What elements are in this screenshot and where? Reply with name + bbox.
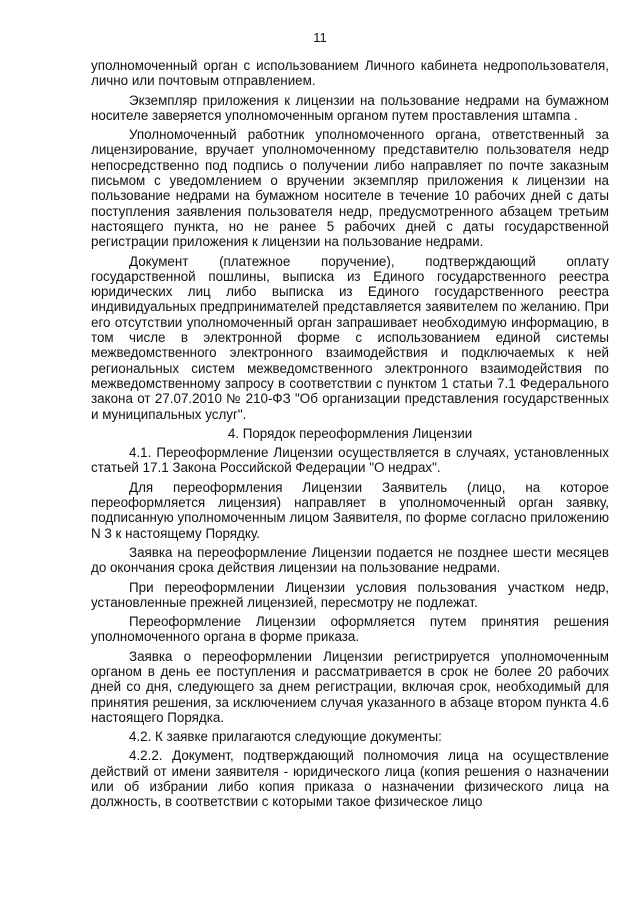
paragraph-continuation: уполномоченный орган с использованием Личного кабинета недропользователя, лично или почтовым отправлением. [91,58,609,89]
paragraph-delivery: Уполномоченный работник уполномоченного органа, ответственный за лицензирование, вручает уполномоченному представителю пользователя недр непосредственно под подпись о получении либо направляет по почте заказным письмом с уведомлением о вручении экземпляр приложения к лицензии на пользование недрами на бумажном носителе в течение 10 рабочих дней с даты поступления заявления пользователя недр, предусмотренного абзацем третьим настоящего пункта, но не ранее 5 рабочих дней с даты государственной регистрации приложения к лицензии на пользование недрами. [91,127,609,250]
paragraph-4-2-2: 4.2.2. Документ, подтверждающий полномочия лица на осуществление действий от имени заявителя - юридического лица (копия решения о назначении или об избрании либо копия приказа о назначении физического лица на должность, в соответствии с которыми такое физическое лицо [91,748,609,810]
paragraph-deadline: Заявка на переоформление Лицензии подается не позднее шести месяцев до окончания срока действия лицензии на пользование недрами. [91,544,609,576]
paragraph-conditions: При переоформлении Лицензии условия пользования участком недр, установленные прежней лицензией, пересмотру не подлежат. [91,579,609,610]
page-number: 11 [313,30,327,45]
section-heading: 4. Порядок переоформления Лицензии [227,425,473,441]
paragraph-payment-document: Документ (платежное поручение), подтверждающий оплату государственной пошлины, выписка из Единого государственного реестра юридических лиц либо выписка из Единого государственного реестра индивидуальных предпринимателей представляется заявителем по желанию. При его отсутствии уполномоченный орган запрашивает необходимую информацию, в том числе в электронной форме с использованием единой системы межведомственного электронного взаимодействия и подключаемых к ней региональных систем межведомственного электронного взаимодействия по межведомственному запросу в соответствии с пунктом 1 статьи 7.1 Федерального закона от 27.07.2010 № 210-ФЗ "Об организации представления государственных и муниципальных услуг". [91,253,609,422]
paragraph-4-1: 4.1. Переоформление Лицензии осуществляется в случаях, установленных статьей 17.1 Закона Российской Федерации "О недрах". [91,445,609,476]
paragraph-order: Переоформление Лицензии оформляется путем принятия решения уполномоченного органа в форме приказа. [91,614,609,645]
paragraph-stamp: Экземпляр приложения к лицензии на пользование недрами на бумажном носителе заверяется уполномоченным органом путем проставления штампа . [91,92,609,123]
document-body [91,58,609,810]
paragraph-4-2: 4.2. К заявке прилагаются следующие документы: [129,729,442,745]
paragraph-registration: Заявка о переоформлении Лицензии регистрируется уполномоченным органом в день ее поступления и рассматривается в срок не более 20 рабочих дней со дня, следующего за днем регистрации, включая срок, необходимый для принятия решения, за исключением случая указанного в абзаце втором пункта 4.6 настоящего Порядка. [91,648,609,725]
paragraph-application: Для переоформления Лицензии Заявитель (лицо, на которое переоформляется лицензия) направляет в уполномоченный орган заявку, подписанную уполномоченным лицом Заявителя, по форме согласно приложению N 3 к настоящему Порядку. [91,479,609,541]
